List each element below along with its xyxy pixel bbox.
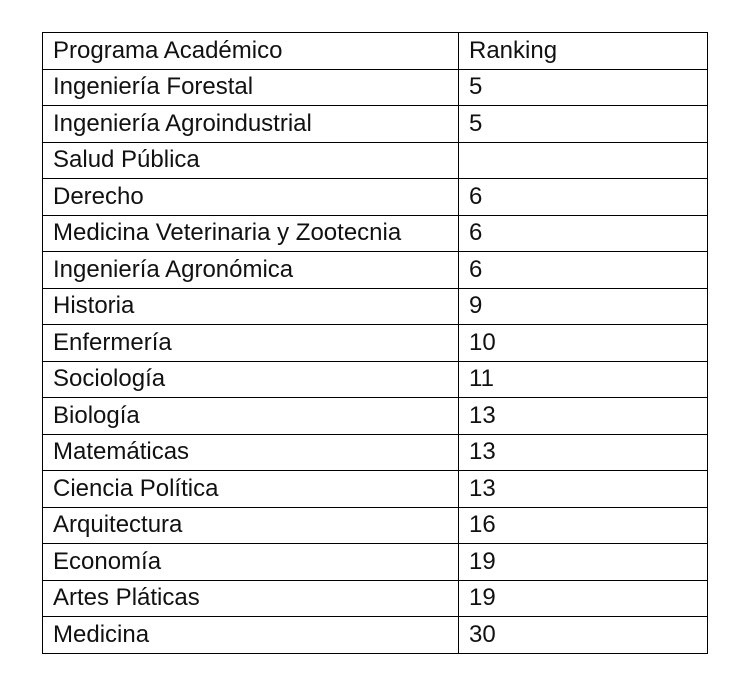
table-row: [43, 544, 708, 581]
table-row: [43, 288, 708, 325]
table-row: [43, 580, 708, 617]
table-row: [43, 361, 708, 398]
program-cell: Artes Pláticas: [43, 580, 459, 617]
column-header-programa: Programa Académico: [43, 33, 459, 70]
ranking-cell: 6: [459, 215, 708, 252]
ranking-cell: 13: [459, 398, 708, 435]
ranking-cell: 11: [459, 361, 708, 398]
ranking-cell: 5: [459, 69, 708, 106]
table-row: [43, 617, 708, 654]
ranking-cell: [459, 142, 708, 179]
table-row: [43, 142, 708, 179]
table-row: [43, 398, 708, 435]
table-row: [43, 252, 708, 289]
program-cell: Medicina: [43, 617, 459, 654]
column-header-ranking: Ranking: [459, 33, 708, 70]
program-cell: Historia: [43, 288, 459, 325]
table-row: [43, 471, 708, 508]
table-row: [43, 507, 708, 544]
program-cell: Economía: [43, 544, 459, 581]
program-cell: Matemáticas: [43, 434, 459, 471]
ranking-cell: 13: [459, 471, 708, 508]
ranking-cell: 10: [459, 325, 708, 362]
program-cell: Biología: [43, 398, 459, 435]
ranking-cell: 19: [459, 580, 708, 617]
table-row: [43, 106, 708, 143]
program-cell: Salud Pública: [43, 142, 459, 179]
program-cell: Ciencia Política: [43, 471, 459, 508]
ranking-cell: 6: [459, 179, 708, 216]
program-cell: Sociología: [43, 361, 459, 398]
ranking-cell: 30: [459, 617, 708, 654]
table-row: [43, 179, 708, 216]
program-cell: Ingeniería Agronómica: [43, 252, 459, 289]
program-cell: Ingeniería Agroindustrial: [43, 106, 459, 143]
table-row: [43, 215, 708, 252]
ranking-cell: 13: [459, 434, 708, 471]
table-row: [43, 434, 708, 471]
ranking-cell: 5: [459, 106, 708, 143]
program-cell: Arquitectura: [43, 507, 459, 544]
ranking-cell: 19: [459, 544, 708, 581]
table-row: [43, 69, 708, 106]
ranking-cell: 6: [459, 252, 708, 289]
program-cell: Enfermería: [43, 325, 459, 362]
program-cell: Derecho: [43, 179, 459, 216]
table-header-row: [43, 33, 708, 70]
program-cell: Medicina Veterinaria y Zootecnia: [43, 215, 459, 252]
ranking-cell: 16: [459, 507, 708, 544]
table-row: [43, 325, 708, 362]
ranking-cell: 9: [459, 288, 708, 325]
ranking-table: [42, 32, 708, 654]
program-cell: Ingeniería Forestal: [43, 69, 459, 106]
